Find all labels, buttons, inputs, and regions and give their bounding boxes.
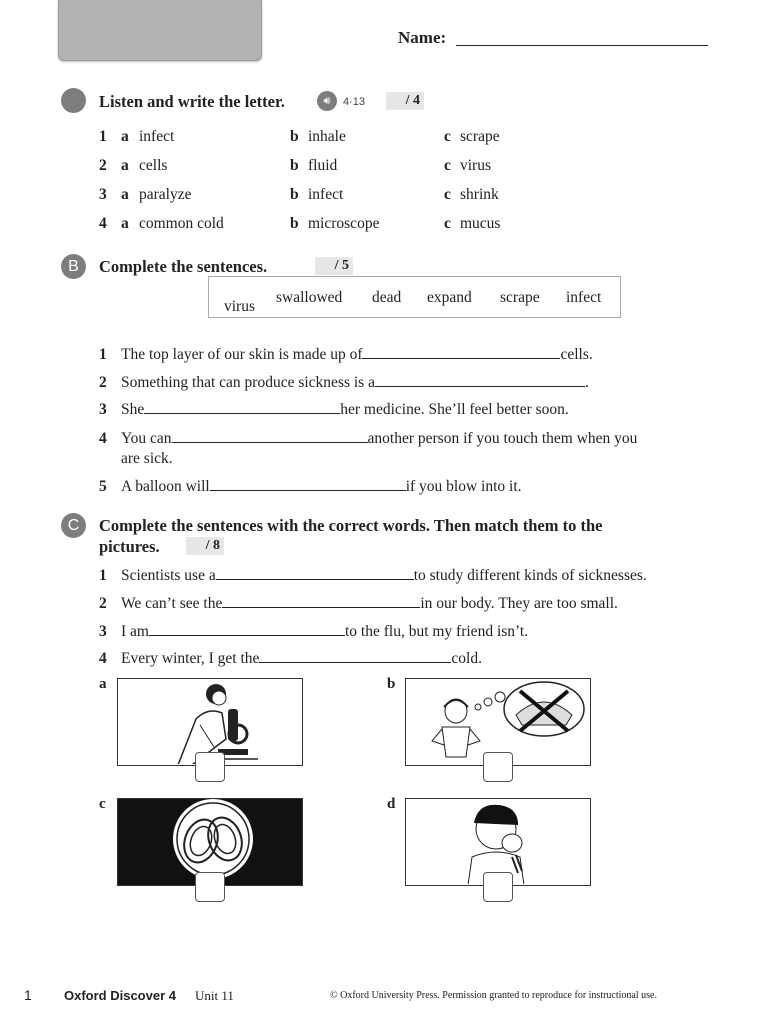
answer-box-d[interactable] xyxy=(483,872,513,902)
option-a[interactable]: paralyze xyxy=(139,186,192,203)
sentence-item xyxy=(99,593,618,614)
section-c-score: / 8 xyxy=(186,537,224,555)
answer-blank[interactable] xyxy=(172,428,368,443)
word-bank-word: infect xyxy=(566,289,602,306)
sentence-text-after: to study different kinds of sicknesses. xyxy=(413,567,647,584)
sentence-text-after: her medicine. She’ll feel better soon. xyxy=(340,401,569,418)
audio-icon[interactable]: 🔊︎ xyxy=(317,91,337,111)
item-number: 4 xyxy=(99,215,107,232)
header-tab xyxy=(58,0,262,61)
option-letter-c: c xyxy=(444,215,451,232)
section-a-score: / 4 xyxy=(386,92,424,110)
answer-box-c[interactable] xyxy=(195,872,225,902)
answer-blank[interactable] xyxy=(362,344,560,359)
answer-box-b[interactable] xyxy=(483,752,513,782)
sentence-item xyxy=(99,428,637,449)
sentence-text-before: Scientists use a xyxy=(121,567,216,584)
option-letter-b: b xyxy=(290,128,299,145)
answer-blank[interactable] xyxy=(375,372,585,387)
sentence-text-before: I am xyxy=(121,623,149,640)
item-number: 1 xyxy=(99,128,107,145)
option-c[interactable]: shrink xyxy=(460,186,499,203)
section-a-marker xyxy=(61,88,86,113)
sentence-number: 3 xyxy=(99,623,107,640)
picture-letter-d: d xyxy=(387,796,396,812)
sentence-text-after: . xyxy=(584,374,589,391)
sentence-text-after: if you blow into it. xyxy=(405,478,522,495)
option-letter-a: a xyxy=(121,186,129,203)
section-c-title-line1: Complete the sentences with the correct words. Then match them to the xyxy=(99,516,603,535)
option-letter-b: b xyxy=(290,186,299,203)
sentence-item xyxy=(99,344,593,365)
sentence-text-before: You can xyxy=(121,430,172,447)
section-a-title: Listen and write the letter. xyxy=(99,92,285,111)
picture-letter-c: c xyxy=(99,796,106,812)
section-b-title: Complete the sentences. xyxy=(99,257,268,276)
option-c[interactable]: mucus xyxy=(460,215,501,232)
listening-item xyxy=(0,157,768,177)
sentence-text-before: Something that can produce sickness is a xyxy=(121,374,375,391)
sentence-number: 1 xyxy=(99,567,107,584)
answer-blank[interactable] xyxy=(259,648,451,663)
answer-blank[interactable] xyxy=(222,593,420,608)
sentence-item xyxy=(99,476,522,497)
footer-brand: Oxford Discover 4 xyxy=(64,988,176,1003)
sentence-number: 3 xyxy=(99,401,107,418)
option-b[interactable]: infect xyxy=(308,186,344,203)
item-number: 3 xyxy=(99,186,107,203)
option-b[interactable]: inhale xyxy=(308,128,346,145)
name-label: Name: xyxy=(398,28,447,47)
item-number: 2 xyxy=(99,157,107,174)
word-bank-word: swallowed xyxy=(276,289,343,306)
sentence-text-after: cold. xyxy=(451,650,482,667)
option-a[interactable]: cells xyxy=(139,157,168,174)
word-bank xyxy=(208,276,621,318)
sentence-text-before: The top layer of our skin is made up of xyxy=(121,346,363,363)
sentence-text-after: in our body. They are too small. xyxy=(420,595,618,612)
sentence-text-after: to the flu, but my friend isn’t. xyxy=(344,623,529,640)
sentence-continuation: are sick. xyxy=(121,450,173,467)
listening-item xyxy=(0,215,768,235)
section-b-score: / 5 xyxy=(315,257,353,275)
word-bank-word: expand xyxy=(427,289,472,306)
word-bank-word: scrape xyxy=(500,289,540,306)
sentence-item xyxy=(99,621,528,642)
option-a[interactable]: infect xyxy=(139,128,175,145)
answer-box-a[interactable] xyxy=(195,752,225,782)
sentence-text-before: Every winter, I get the xyxy=(121,650,260,667)
section-c-title-line2: pictures. xyxy=(99,537,160,556)
sentence-number: 2 xyxy=(99,374,107,391)
picture-letter-b: b xyxy=(387,676,396,692)
sentence-number: 4 xyxy=(99,430,107,447)
sentence-number: 2 xyxy=(99,595,107,612)
sentence-number: 1 xyxy=(99,346,107,363)
option-c[interactable]: scrape xyxy=(460,128,500,145)
answer-blank[interactable] xyxy=(149,621,345,636)
listening-item xyxy=(0,186,768,206)
picture-letter-a: a xyxy=(99,676,107,692)
sentence-item xyxy=(99,399,569,420)
option-b[interactable]: microscope xyxy=(308,215,380,232)
option-letter-b: b xyxy=(290,215,299,232)
sentence-text-after: another person if you touch them when you xyxy=(367,430,638,447)
section-c-marker: C xyxy=(61,513,86,538)
footer-copyright: © Oxford University Press. Permission granted to reproduce for instructional use. xyxy=(330,990,657,1001)
sentence-item xyxy=(99,565,647,586)
option-b[interactable]: fluid xyxy=(308,157,338,174)
answer-blank[interactable] xyxy=(210,476,406,491)
option-a[interactable]: common cold xyxy=(139,215,224,232)
audio-track-number: 4·13 xyxy=(343,96,366,108)
option-letter-c: c xyxy=(444,186,451,203)
option-letter-a: a xyxy=(121,128,129,145)
sentence-number: 4 xyxy=(99,650,107,667)
option-c[interactable]: virus xyxy=(460,157,491,174)
sentence-text-before: She xyxy=(121,401,145,418)
answer-blank[interactable] xyxy=(144,399,340,414)
listening-item xyxy=(0,128,768,148)
page-number: 1 xyxy=(24,987,32,1003)
sentence-item xyxy=(99,648,482,669)
sentence-text-after: cells. xyxy=(560,346,593,363)
sentence-item xyxy=(99,372,589,393)
sentence-text-before: A balloon will xyxy=(121,478,210,495)
word-bank-word: virus xyxy=(224,298,255,315)
option-letter-a: a xyxy=(121,215,129,232)
option-letter-b: b xyxy=(290,157,299,174)
answer-blank[interactable] xyxy=(216,565,414,580)
footer-unit: Unit 11 xyxy=(195,988,234,1003)
option-letter-a: a xyxy=(121,157,129,174)
section-b-marker: B xyxy=(61,254,86,279)
sentence-number: 5 xyxy=(99,478,107,495)
sentence-text-before: We can’t see the xyxy=(121,595,223,612)
option-letter-c: c xyxy=(444,128,451,145)
name-field[interactable] xyxy=(456,45,708,46)
word-bank-word: dead xyxy=(372,289,402,306)
option-letter-c: c xyxy=(444,157,451,174)
